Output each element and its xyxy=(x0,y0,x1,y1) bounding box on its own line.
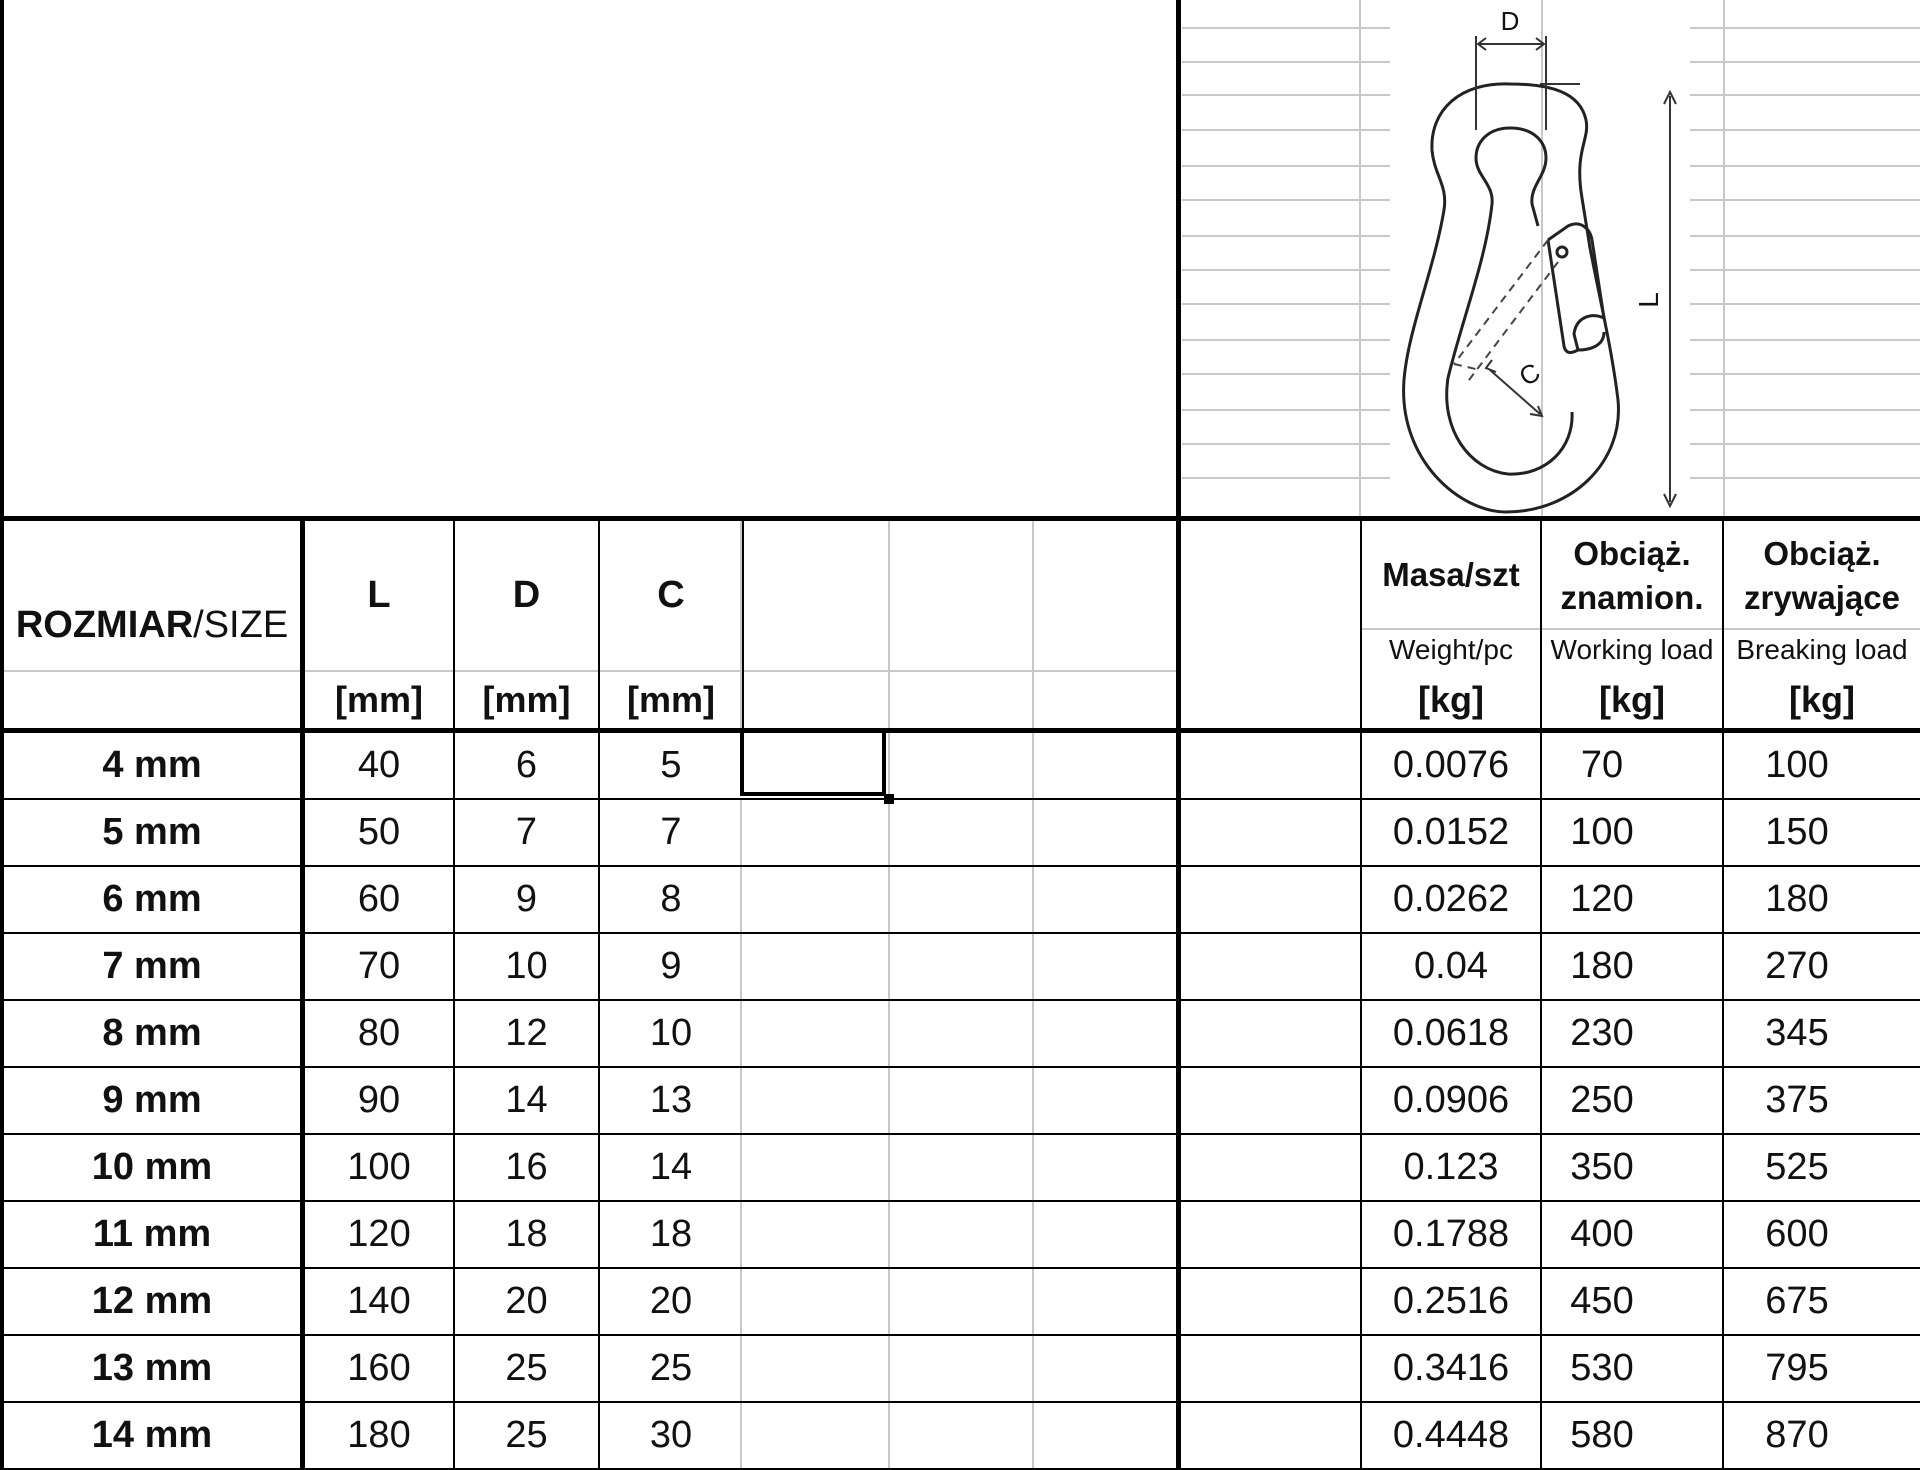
breaking-load-cell[interactable]: 180 xyxy=(1765,878,1829,920)
d-cell[interactable]: 9 xyxy=(515,878,538,920)
weight-cell[interactable]: 0.2516 xyxy=(1392,1280,1510,1322)
weight-cell[interactable]: 0.123 xyxy=(1403,1146,1499,1188)
weight-cell[interactable]: 0.0152 xyxy=(1392,811,1510,853)
weight-subheader: Weight/pc xyxy=(1389,634,1513,665)
weight-cell[interactable]: 0.3416 xyxy=(1392,1347,1510,1389)
d-cell[interactable]: 16 xyxy=(505,1146,548,1188)
column-header-l: L xyxy=(367,573,391,616)
d-cell[interactable]: 7 xyxy=(515,811,538,853)
d-cell[interactable]: 18 xyxy=(505,1213,548,1255)
weight-cell[interactable]: 0.1788 xyxy=(1392,1213,1510,1255)
size-cell[interactable]: 14 mm xyxy=(91,1414,213,1456)
c-cell[interactable]: 7 xyxy=(660,811,682,853)
working-load-header xyxy=(1542,528,1722,624)
column-header-d: D xyxy=(512,573,541,616)
d-cell[interactable]: 10 xyxy=(505,945,548,987)
working-load-cell[interactable]: 250 xyxy=(1570,1079,1634,1121)
working-load-cell[interactable]: 100 xyxy=(1570,811,1634,853)
l-cell[interactable]: 120 xyxy=(347,1213,411,1255)
l-cell[interactable]: 40 xyxy=(357,744,401,786)
breaking-title-1: Obciąż. xyxy=(1763,535,1881,572)
dimension-label-l: L xyxy=(1633,292,1664,308)
unit-breaking: [kg] xyxy=(1789,679,1855,720)
l-cell[interactable]: 70 xyxy=(357,945,401,987)
l-cell[interactable]: 180 xyxy=(347,1414,411,1456)
weight-cell[interactable]: 0.0618 xyxy=(1392,1012,1510,1054)
breaking-load-cell[interactable]: 795 xyxy=(1765,1347,1829,1389)
unit-d: [mm] xyxy=(482,679,571,720)
size-label-rest: /SIZE xyxy=(193,603,289,646)
d-cell[interactable]: 6 xyxy=(515,744,538,786)
breaking-title-2: zrywające xyxy=(1744,579,1900,616)
working-title-2: znamion. xyxy=(1560,579,1704,616)
size-cell[interactable]: 13 mm xyxy=(91,1347,213,1389)
size-cell[interactable]: 6 mm xyxy=(102,878,202,920)
breaking-load-cell[interactable]: 100 xyxy=(1765,744,1829,786)
weight-header xyxy=(1362,540,1540,610)
c-cell[interactable]: 14 xyxy=(649,1146,693,1188)
breaking-load-cell[interactable]: 525 xyxy=(1765,1146,1829,1188)
size-cell[interactable]: 4 mm xyxy=(102,744,202,786)
unit-weight: [kg] xyxy=(1418,679,1484,720)
unit-working: [kg] xyxy=(1599,679,1665,720)
size-column-header xyxy=(4,520,300,730)
working-load-subheader: Working load xyxy=(1550,634,1714,665)
l-cell[interactable]: 100 xyxy=(347,1146,411,1188)
working-load-cell[interactable]: 450 xyxy=(1570,1280,1634,1322)
weight-cell[interactable]: 0.0906 xyxy=(1392,1079,1510,1121)
l-cell[interactable]: 50 xyxy=(357,811,401,853)
size-cell[interactable]: 8 mm xyxy=(102,1012,202,1054)
c-cell[interactable]: 9 xyxy=(660,945,682,987)
c-cell[interactable]: 18 xyxy=(649,1213,693,1255)
working-load-cell[interactable]: 580 xyxy=(1570,1414,1634,1456)
l-cell[interactable]: 140 xyxy=(347,1280,411,1322)
working-load-cell[interactable]: 120 xyxy=(1570,878,1634,920)
working-load-cell[interactable]: 400 xyxy=(1570,1213,1634,1255)
size-cell[interactable]: 5 mm xyxy=(102,811,202,853)
breaking-load-cell[interactable]: 675 xyxy=(1765,1280,1829,1322)
weight-cell[interactable]: 0.04 xyxy=(1414,945,1488,987)
working-load-cell[interactable]: 180 xyxy=(1570,945,1634,987)
weight-cell[interactable]: 0.0262 xyxy=(1392,878,1510,920)
working-load-cell[interactable]: 70 xyxy=(1580,744,1624,786)
c-cell[interactable]: 10 xyxy=(649,1012,693,1054)
weight-title: Masa/szt xyxy=(1382,556,1520,593)
working-title-1: Obciąż. xyxy=(1573,535,1691,572)
size-cell[interactable]: 11 mm xyxy=(92,1213,212,1255)
l-cell[interactable]: 80 xyxy=(357,1012,401,1054)
breaking-load-cell[interactable]: 345 xyxy=(1765,1012,1829,1054)
dimension-label-c: C xyxy=(1513,356,1546,392)
d-cell[interactable]: 20 xyxy=(505,1280,548,1322)
snap-hook-diagram-icon xyxy=(0,0,1920,520)
unit-l: [mm] xyxy=(335,679,423,720)
selected-cell[interactable] xyxy=(740,732,886,796)
c-cell[interactable]: 5 xyxy=(660,744,682,786)
size-label-bold: ROZMIAR xyxy=(15,603,194,646)
unit-c: [mm] xyxy=(627,679,715,720)
c-cell[interactable]: 13 xyxy=(649,1079,693,1121)
c-cell[interactable]: 30 xyxy=(649,1414,693,1456)
c-cell[interactable]: 8 xyxy=(660,878,682,920)
size-cell[interactable]: 12 mm xyxy=(91,1280,213,1322)
working-load-cell[interactable]: 350 xyxy=(1570,1146,1634,1188)
size-cell[interactable]: 7 mm xyxy=(102,945,202,987)
breaking-load-header xyxy=(1724,528,1920,624)
breaking-load-cell[interactable]: 270 xyxy=(1765,945,1829,987)
weight-cell[interactable]: 0.0076 xyxy=(1392,744,1510,786)
weight-cell[interactable]: 0.4448 xyxy=(1392,1414,1510,1456)
size-cell[interactable]: 9 mm xyxy=(102,1079,202,1121)
breaking-load-cell[interactable]: 870 xyxy=(1765,1414,1829,1456)
d-cell[interactable]: 12 xyxy=(505,1012,548,1054)
c-cell[interactable]: 20 xyxy=(649,1280,693,1322)
d-cell[interactable]: 14 xyxy=(505,1079,548,1121)
breaking-load-cell[interactable]: 150 xyxy=(1765,811,1829,853)
size-cell[interactable]: 10 mm xyxy=(91,1146,213,1188)
d-cell[interactable]: 25 xyxy=(505,1347,548,1389)
breaking-load-cell[interactable]: 375 xyxy=(1765,1079,1829,1121)
l-cell[interactable]: 90 xyxy=(357,1079,401,1121)
l-cell[interactable]: 60 xyxy=(357,878,401,920)
breaking-load-cell[interactable]: 600 xyxy=(1765,1213,1829,1255)
working-load-cell[interactable]: 230 xyxy=(1570,1012,1634,1054)
column-header-c: C xyxy=(657,573,685,616)
breaking-load-subheader: Breaking load xyxy=(1736,634,1908,665)
working-load-cell[interactable]: 530 xyxy=(1570,1347,1634,1389)
d-cell[interactable]: 25 xyxy=(505,1414,548,1456)
l-cell[interactable]: 160 xyxy=(347,1347,411,1389)
dimension-label-d: D xyxy=(1500,6,1520,36)
c-cell[interactable]: 25 xyxy=(649,1347,693,1389)
